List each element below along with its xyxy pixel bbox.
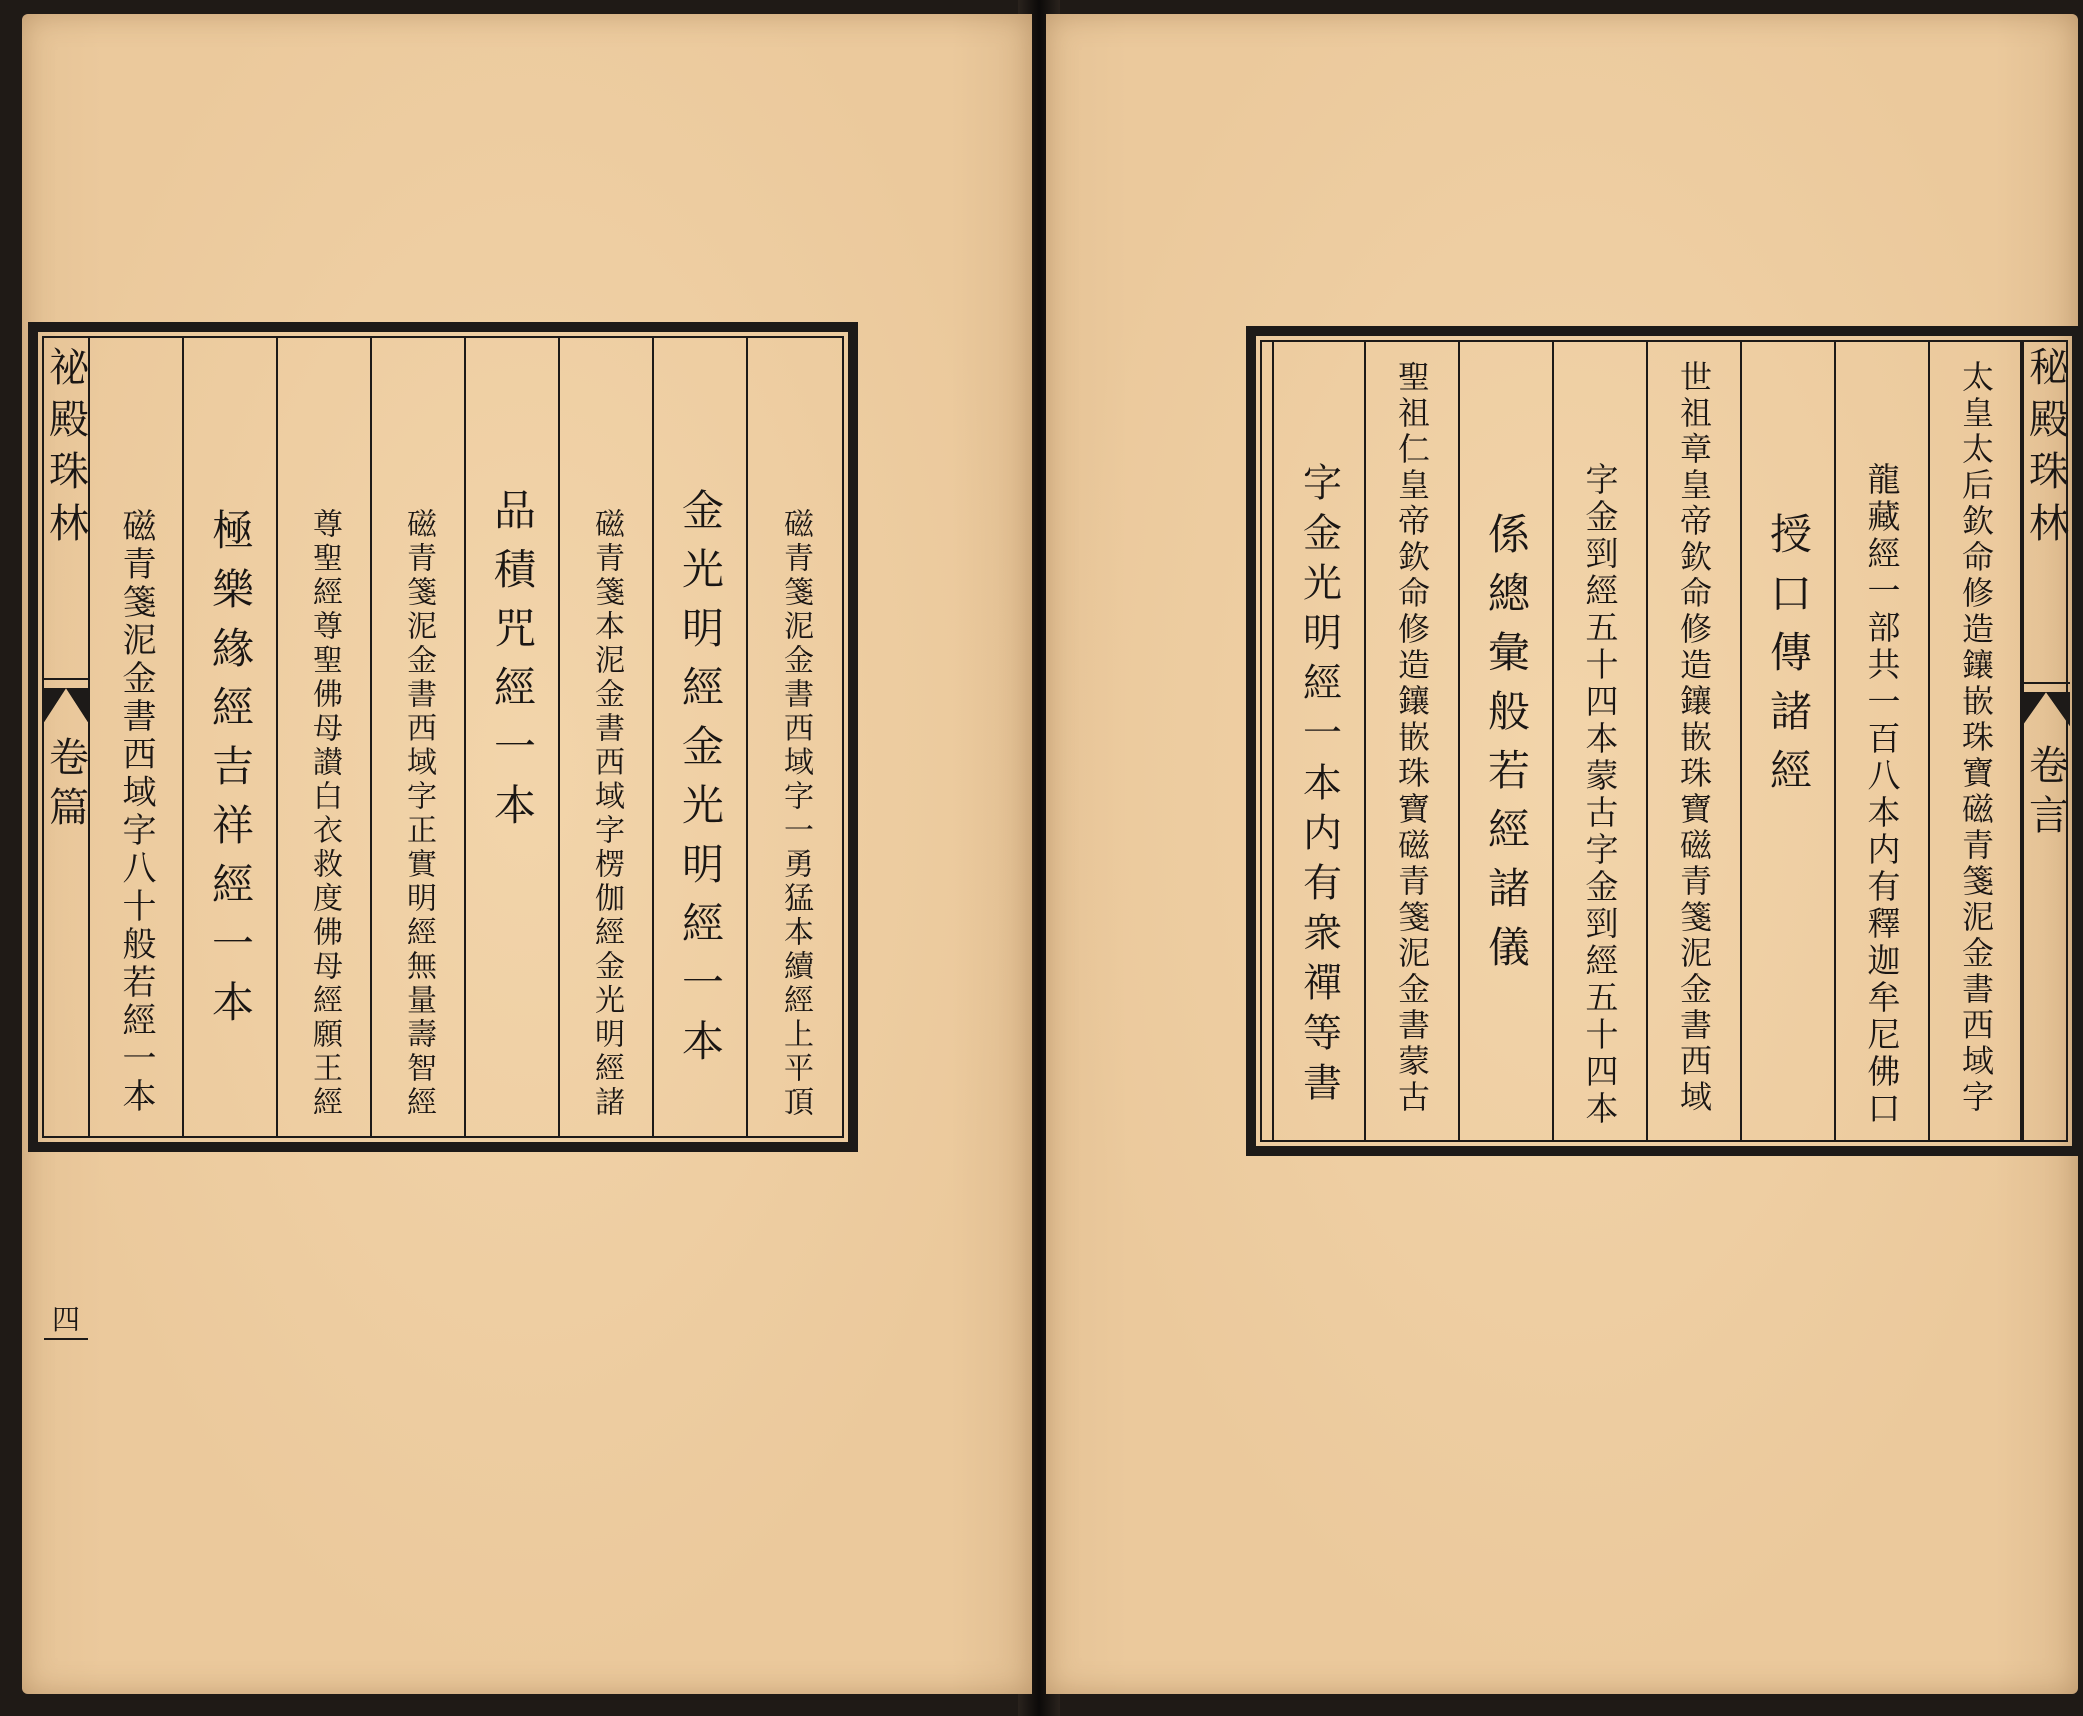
column-text: 字金剄經五十四本蒙古字金剄經五十四本 xyxy=(1580,462,1620,1128)
right-text-column-7 xyxy=(1366,342,1460,1140)
left-text-column-1 xyxy=(748,338,842,1136)
column-text: 品積咒經一本 xyxy=(488,488,537,842)
right-text-column-2 xyxy=(1836,342,1930,1140)
left-page-margin-column xyxy=(42,338,90,1336)
right-text-column-4 xyxy=(1648,342,1742,1140)
column-text: 尊聖經尊聖佛母讃白衣救度佛母經願王經 xyxy=(307,508,342,1120)
left-text-column-5 xyxy=(372,338,466,1136)
left-fish-tail-icon xyxy=(44,688,88,722)
column-text: 聖祖仁皇帝欽命修造鑲嵌珠寶磁青箋泥金書蒙古 xyxy=(1393,360,1431,1116)
column-text: 磁青箋泥金書西域字正實明經無量壽智經 xyxy=(401,508,436,1120)
left-text-column-4 xyxy=(466,338,560,1136)
column-text: 係總彙般若經諸儀 xyxy=(1482,512,1531,984)
left-page-inner-border xyxy=(42,336,844,1336)
left-text-column-3 xyxy=(560,338,654,1136)
right-text-column-6 xyxy=(1460,342,1554,1140)
right-text-column-3 xyxy=(1742,342,1836,1140)
column-text: 授口傳諸經 xyxy=(1764,512,1813,807)
right-page-inner-border xyxy=(1260,340,2068,1142)
right-page-frame xyxy=(1246,326,2082,1156)
left-page xyxy=(22,14,1032,1694)
right-margin-title: 秘殿珠林 xyxy=(2022,346,2069,554)
right-margin-volume: 卷言 xyxy=(2022,744,2069,844)
left-folio-number: 四 xyxy=(51,1303,81,1336)
left-page-frame xyxy=(28,322,858,1336)
left-text-column-2 xyxy=(654,338,748,1136)
left-margin-volume: 卷篇 xyxy=(42,736,89,836)
right-text-column-8 xyxy=(1272,342,1366,1140)
column-text: 金光明經金光明經一本 xyxy=(676,488,725,1078)
left-text-column-6 xyxy=(278,338,372,1136)
column-text: 字金光明經一本内有衆禪等書 xyxy=(1296,462,1342,1112)
column-text: 極樂緣經吉祥經一本 xyxy=(206,508,255,1039)
left-text-column-8 xyxy=(90,338,184,1136)
right-text-column-1 xyxy=(1930,342,2024,1140)
right-text-column-5 xyxy=(1554,342,1648,1140)
column-text: 磁青箋泥金書西域字八十般若經一本 xyxy=(116,508,156,1116)
right-page xyxy=(1046,14,2078,1694)
left-text-column-7 xyxy=(184,338,278,1136)
column-text: 世祖章皇帝欽命修造鑲嵌珠寶磁青箋泥金書西域 xyxy=(1675,360,1713,1116)
column-text: 龍藏經一部共一百八本内有釋迦牟尼佛口 xyxy=(1862,462,1902,1128)
right-fish-tail-icon xyxy=(2022,692,2070,726)
column-text: 太皇太后欽命修造鑲嵌珠寶磁青箋泥金書西域字 xyxy=(1957,360,1995,1116)
column-text: 磁青箋本泥金書西域字楞伽經金光明經諸 xyxy=(589,508,624,1120)
left-margin-title: 祕殿珠林 xyxy=(42,346,89,554)
column-text: 磁青箋泥金書西域字一勇猛本續經上平頂 xyxy=(778,508,813,1120)
right-page-margin-column xyxy=(2020,342,2070,1140)
